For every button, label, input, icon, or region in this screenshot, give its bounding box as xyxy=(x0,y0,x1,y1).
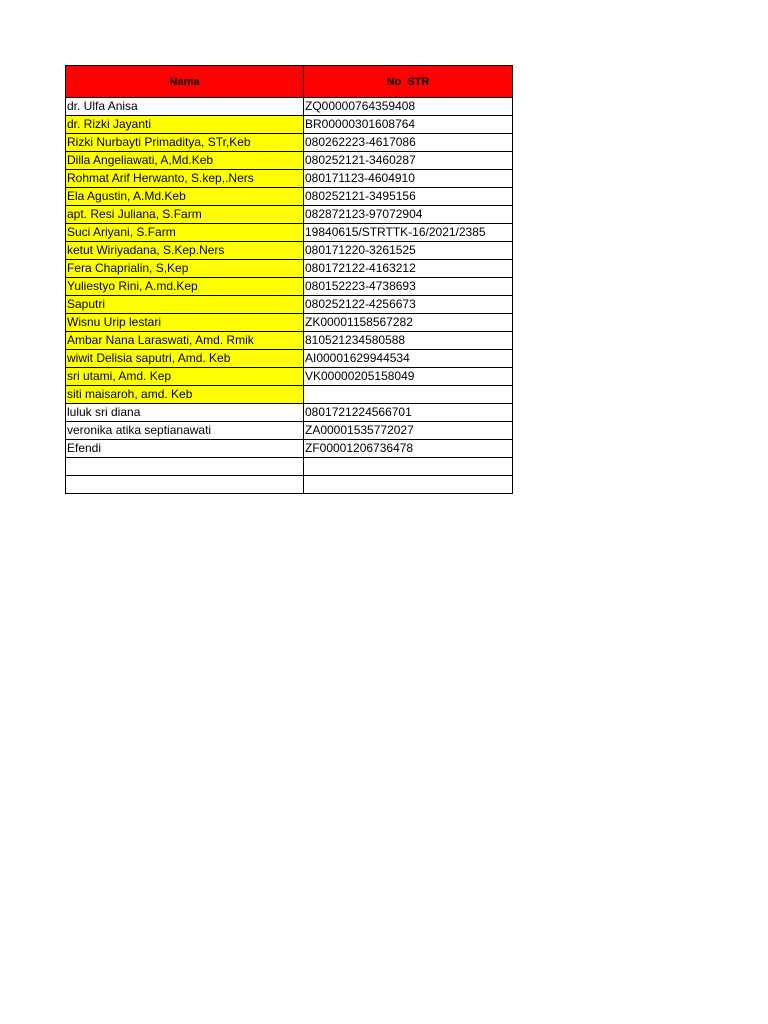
cell-no-str: 080171123-4604910 xyxy=(304,170,513,188)
table-row xyxy=(66,278,513,296)
cell-no-str: 19840615/STRTTK-16/2021/2385 xyxy=(304,224,513,242)
table-body xyxy=(66,98,513,494)
cell-nama: Efendi xyxy=(66,440,304,458)
table-row xyxy=(66,332,513,350)
cell-no-str: 080252121-3460287 xyxy=(304,152,513,170)
table-row xyxy=(66,458,513,476)
cell-nama: Suci Ariyani, S.Farm xyxy=(66,224,304,242)
cell-no-str: ZF00001206736478 xyxy=(304,440,513,458)
cell-nama: Ambar Nana Laraswati, Amd. Rmik xyxy=(66,332,304,350)
table-row xyxy=(66,98,513,116)
cell-no-str: 080262223-4617086 xyxy=(304,134,513,152)
cell-no-str: 080152223-4738693 xyxy=(304,278,513,296)
table-row xyxy=(66,368,513,386)
header-nama: Nama xyxy=(66,66,304,98)
cell-no-str: BR00000301608764 xyxy=(304,116,513,134)
table-row xyxy=(66,422,513,440)
table-row xyxy=(66,224,513,242)
cell-nama: Dilla Angeliawati, A,Md.Keb xyxy=(66,152,304,170)
table-row xyxy=(66,152,513,170)
cell-nama: luluk sri diana xyxy=(66,404,304,422)
cell-nama: Wisnu Urip lestari xyxy=(66,314,304,332)
table-row xyxy=(66,296,513,314)
cell-no-str xyxy=(304,476,513,494)
table-row xyxy=(66,170,513,188)
cell-no-str: VK00000205158049 xyxy=(304,368,513,386)
cell-nama: Yuliestyo Rini, A.md.Kep xyxy=(66,278,304,296)
cell-no-str: 810521234580588 xyxy=(304,332,513,350)
cell-nama: Fera Chaprialin, S,Kep xyxy=(66,260,304,278)
str-table xyxy=(65,65,513,494)
table-row xyxy=(66,116,513,134)
table-row xyxy=(66,386,513,404)
table-row xyxy=(66,440,513,458)
cell-no-str: 082872123-97072904 xyxy=(304,206,513,224)
cell-nama: siti maisaroh, amd. Keb xyxy=(66,386,304,404)
header-row xyxy=(66,66,513,98)
cell-no-str: AI00001629944534 xyxy=(304,350,513,368)
cell-nama: wiwit Delisia saputri, Amd. Keb xyxy=(66,350,304,368)
cell-nama: Rohmat Arif Herwanto, S.kep,.Ners xyxy=(66,170,304,188)
cell-nama: Saputri xyxy=(66,296,304,314)
cell-no-str: 080172122-4163212 xyxy=(304,260,513,278)
table-row xyxy=(66,242,513,260)
cell-no-str: ZA00001535772027 xyxy=(304,422,513,440)
cell-nama xyxy=(66,458,304,476)
cell-nama: dr. Ulfa Anisa xyxy=(66,98,304,116)
cell-no-str: ZK00001158567282 xyxy=(304,314,513,332)
cell-no-str: 080171220-3261525 xyxy=(304,242,513,260)
cell-no-str: 0801721224566701 xyxy=(304,404,513,422)
table-row xyxy=(66,134,513,152)
cell-no-str xyxy=(304,458,513,476)
cell-nama: Rizki Nurbayti Primaditya, STr,Keb xyxy=(66,134,304,152)
cell-nama: veronika atika septianawati xyxy=(66,422,304,440)
cell-no-str: 080252121-3495156 xyxy=(304,188,513,206)
header-no-str: No STR xyxy=(304,66,513,98)
table-row xyxy=(66,404,513,422)
cell-nama: ketut Wiriyadana, S.Kep.Ners xyxy=(66,242,304,260)
cell-no-str xyxy=(304,386,513,404)
table-row xyxy=(66,188,513,206)
cell-nama: dr. Rizki Jayanti xyxy=(66,116,304,134)
table-row xyxy=(66,350,513,368)
cell-no-str: ZQ00000764359408 xyxy=(304,98,513,116)
table-row xyxy=(66,206,513,224)
table-row xyxy=(66,476,513,494)
table-row xyxy=(66,314,513,332)
cell-nama: apt. Resi Juliana, S.Farm xyxy=(66,206,304,224)
table-row xyxy=(66,260,513,278)
cell-nama: sri utami, Amd. Kep xyxy=(66,368,304,386)
cell-nama xyxy=(66,476,304,494)
cell-nama: Ela Agustin, A.Md.Keb xyxy=(66,188,304,206)
cell-no-str: 080252122-4256673 xyxy=(304,296,513,314)
